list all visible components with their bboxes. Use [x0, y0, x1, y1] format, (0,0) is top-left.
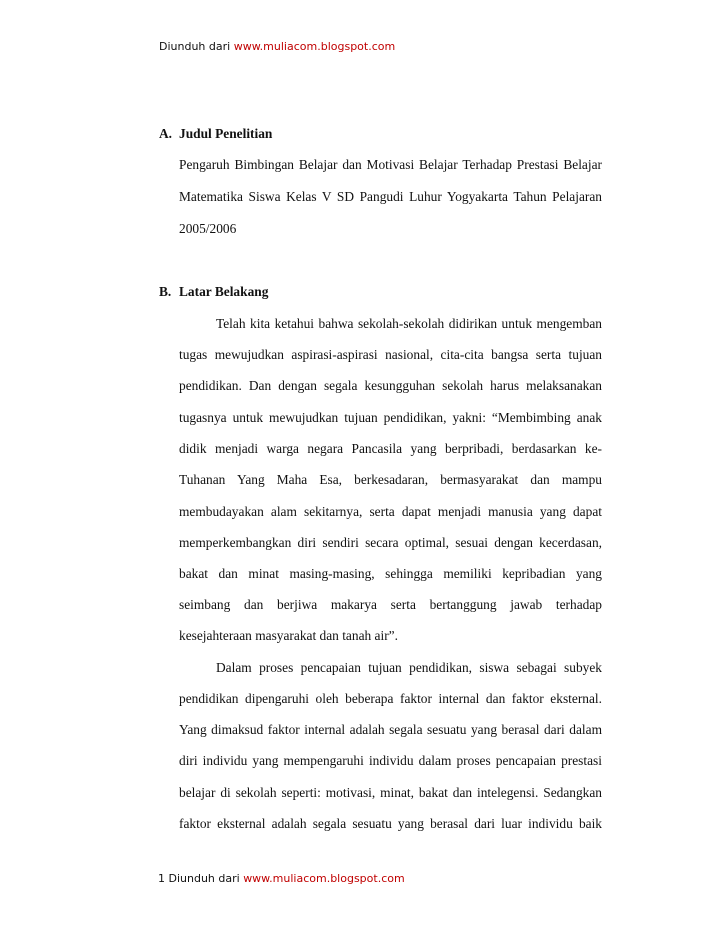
section-b-line-5: didik menjadi warga negara Pancasila yang berpribadi, berdasarkan ke- — [179, 441, 602, 456]
section-b-letter: B. — [159, 284, 172, 299]
section-b-heading — [159, 284, 268, 300]
section-a-line-1: Pengaruh Bimbingan Belajar dan Motivasi Belajar Terhadap Prestasi Belajar — [179, 157, 602, 172]
page-header — [159, 40, 395, 53]
section-b-line-15: diri individu yang mempengaruhi individu dalam proses pencapaian prestasi — [179, 753, 602, 768]
section-a-letter: A. — [159, 126, 173, 141]
section-b-line-13: pendidikan dipengaruhi oleh beberapa faktor internal dan faktor eksternal. — [179, 691, 602, 706]
section-a-line-2: Matematika Siswa Kelas V SD Pangudi Luhur Yogyakarta Tahun Pelajaran — [179, 189, 602, 204]
section-a-line-3: 2005/2006 — [179, 221, 237, 236]
section-b-line-6: Tuhanan Yang Maha Esa, berkesadaran, bermasyarakat dan mampu — [179, 472, 602, 487]
section-b-line-9: bakat dan minat masing-masing, sehingga memiliki kepribadian yang — [179, 566, 602, 581]
section-b-title: Latar Belakang — [179, 284, 269, 299]
footer-text: Diunduh dari — [165, 872, 244, 885]
section-b-line-3: pendidikan. Dan dengan segala kesungguhan sekolah harus melaksanakan — [179, 378, 602, 393]
page-footer — [158, 872, 405, 885]
footer-link[interactable]: www.muliacom.blogspot.com — [243, 872, 405, 885]
header-text: Diunduh dari — [159, 40, 234, 53]
section-b-line-12: Dalam proses pencapaian tujuan pendidikan, siswa sebagai subyek — [216, 660, 602, 675]
section-b-line-10: seimbang dan berjiwa makarya serta bertanggung jawab terhadap — [179, 597, 602, 612]
section-b-line-17: faktor eksternal adalah segala sesuatu yang berasal dari luar individu baik — [179, 816, 602, 831]
page-number: 1 — [158, 872, 165, 885]
header-link[interactable]: www.muliacom.blogspot.com — [233, 40, 396, 53]
section-b-line-1: Telah kita ketahui bahwa sekolah-sekolah didirikan untuk mengemban — [216, 316, 602, 331]
section-b-line-2: tugas mewujudkan aspirasi-aspirasi nasional, cita-cita bangsa serta tujuan — [179, 347, 602, 362]
section-b-line-11: kesejahteraan masyarakat dan tanah air”. — [179, 628, 398, 643]
section-a-title: Judul Penelitian — [179, 126, 273, 141]
section-b-line-14: Yang dimaksud faktor internal adalah segala sesuatu yang berasal dari dalam — [179, 722, 602, 737]
section-b-line-8: memperkembangkan diri sendiri secara optimal, sesuai dengan kecerdasan, — [179, 535, 602, 550]
section-b-line-4: tugasnya untuk mewujudkan tujuan pendidikan, yakni: “Membimbing anak — [179, 410, 602, 425]
section-a-heading — [159, 126, 272, 142]
section-b-line-7: membudayakan alam sekitarnya, serta dapat menjadi manusia yang dapat — [179, 504, 602, 519]
section-b-line-16: belajar di sekolah seperti: motivasi, minat, bakat dan intelegensi. Sedangkan — [179, 785, 602, 800]
